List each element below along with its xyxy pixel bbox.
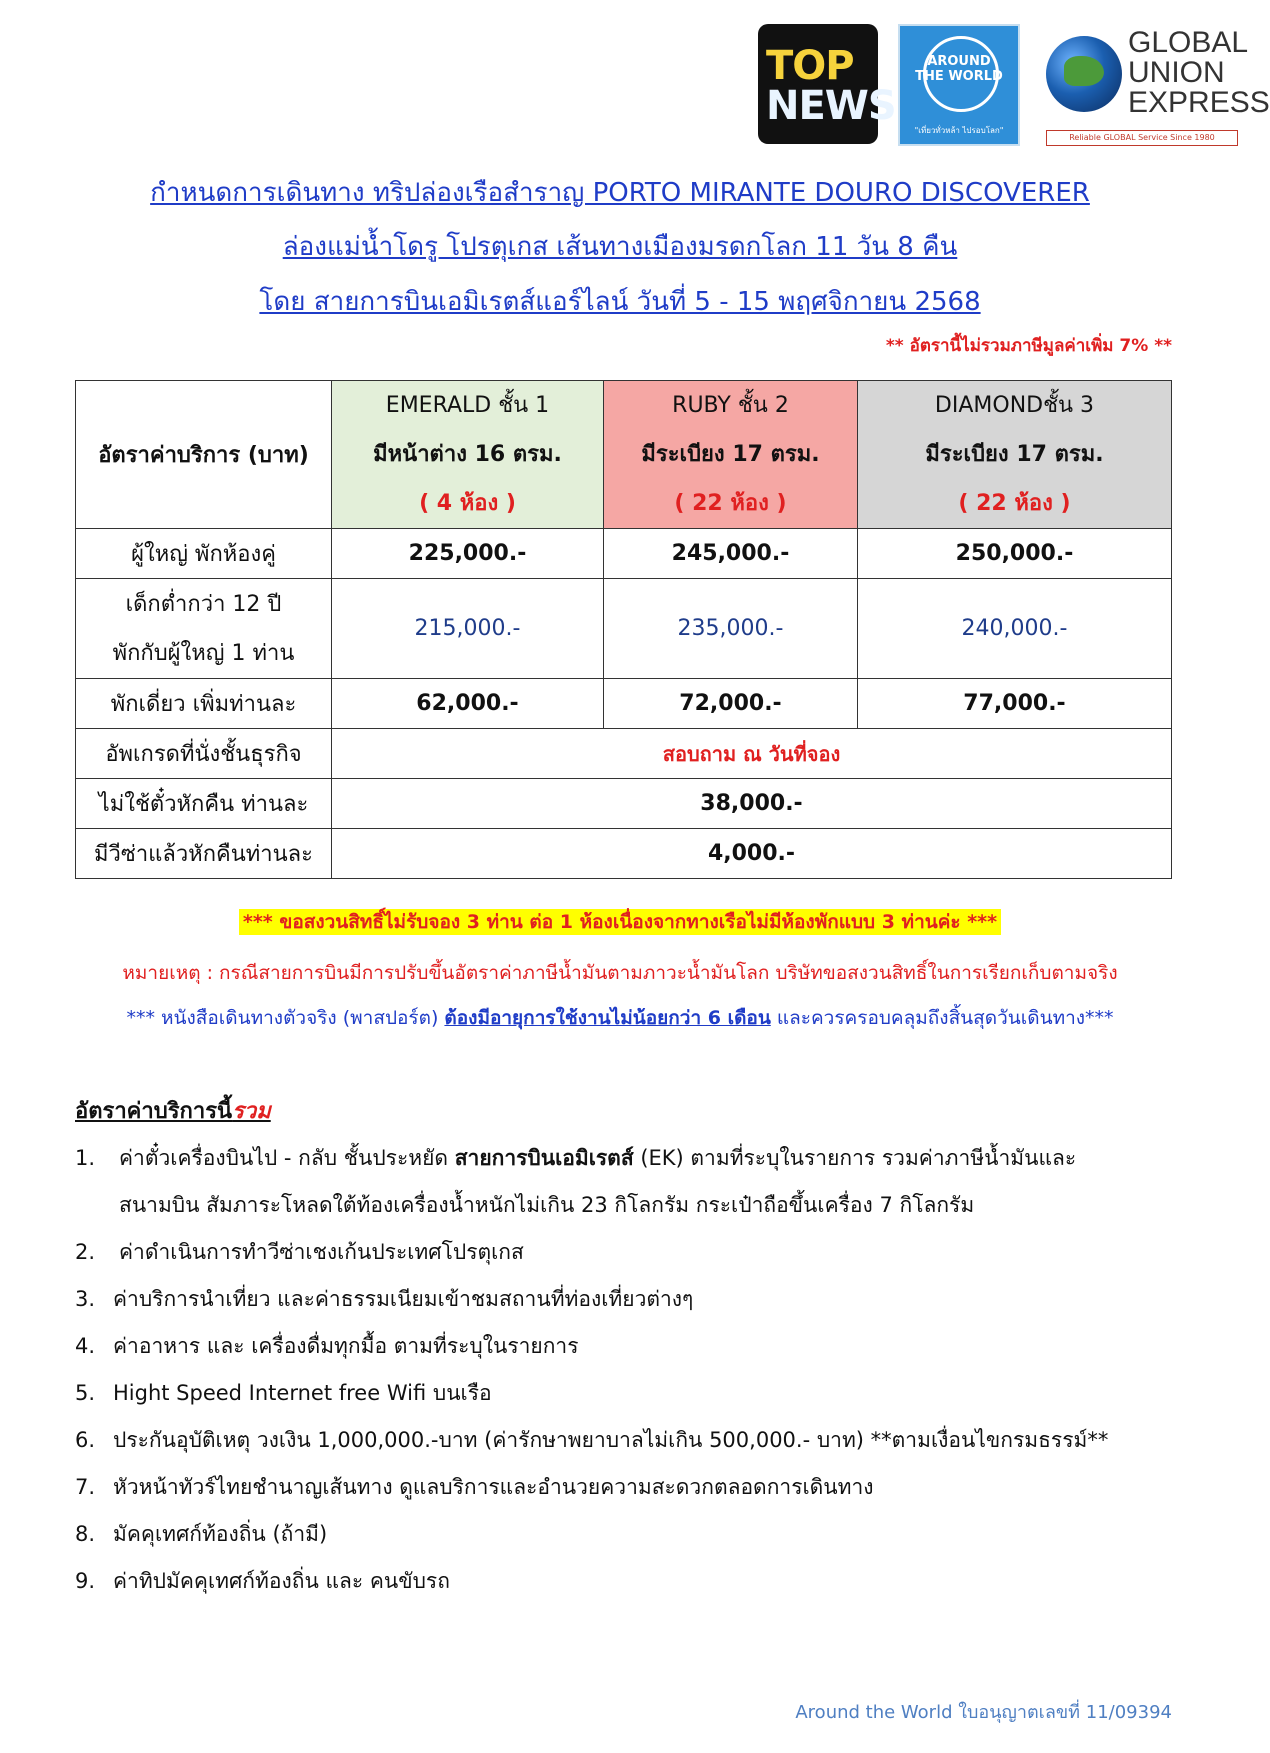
item-number: 5. [75, 1381, 96, 1405]
emerald-count: ( 4 ห้อง ) [419, 491, 516, 516]
diamond-header-cell [858, 381, 1172, 529]
passport-note-c: และควรครอบคลุมถึงสิ้นสุดวันเดินทาง*** [770, 1007, 1114, 1029]
list-item [75, 1276, 1175, 1323]
included-list [75, 1135, 1175, 1605]
title-line-2: ล่องแม่น้ำโดรู โปรตุเกส เส้นทางเมืองมรดกโลก 11 วัน 8 คืน [282, 232, 958, 262]
global-logo-text [1128, 28, 1270, 118]
row-label: ผู้ใหญ่ พักห้องคู่ [76, 529, 332, 579]
list-item [75, 1511, 1175, 1558]
global-logo-line1: GLOBAL [1128, 26, 1249, 59]
title-line-1: กำหนดการเดินทาง ทริปล่องเรือสำราญ PORTO MIRANTE DOURO DISCOVERER [150, 178, 1090, 208]
around-the-world-logo [898, 24, 1020, 146]
ruby-name: RUBY ชั้น 2 [672, 393, 789, 418]
item-text: Hight Speed Internet free Wifi บนเรือ [113, 1381, 492, 1405]
price-cell: 215,000.- [332, 579, 604, 679]
global-logo-tagline: Reliable GLOBAL Service Since 1980 [1046, 130, 1238, 146]
emerald-header-cell [332, 381, 604, 529]
row-label [76, 579, 332, 679]
item-text: มัคคุเทศก์ท้องถิ่น (ถ้ามี) [113, 1522, 328, 1546]
item-number: 3. [75, 1287, 96, 1311]
passport-note [0, 1003, 1240, 1033]
list-item [75, 1464, 1175, 1511]
topnews-logo-line1: TOP [766, 43, 854, 89]
price-cell: 235,000.- [604, 579, 858, 679]
row-label: อัพเกรดที่นั่งชั้นธุรกิจ [76, 729, 332, 779]
row-label: พักเดี่ยว เพิ่มท่านละ [76, 679, 332, 729]
diamond-name: DIAMONDชั้น 3 [934, 393, 1095, 418]
item-number: 8. [75, 1522, 96, 1546]
table-row-no-ticket [76, 779, 1172, 829]
list-item [75, 1323, 1175, 1370]
header-label-cell: อัตราค่าบริการ (บาท) [76, 381, 332, 529]
no-ticket-value: 38,000.- [332, 779, 1172, 829]
included-heading [75, 1093, 271, 1128]
footer-license: Around the World ใบอนุญาตเลขที่ 11/09394 [795, 1702, 1172, 1723]
around-logo-line2: THE WORLD [915, 69, 1003, 84]
list-item [75, 1229, 1175, 1276]
price-cell: 240,000.- [858, 579, 1172, 679]
global-union-express-logo [1046, 26, 1270, 142]
visa-value: 4,000.- [332, 829, 1172, 879]
reserve-note [0, 907, 1240, 937]
ruby-count: ( 22 ห้อง ) [674, 491, 787, 516]
around-logo-line1: AROUND [927, 54, 991, 69]
table-header-row [76, 381, 1172, 529]
list-item [75, 1370, 1175, 1417]
emerald-room: มีหน้าต่าง 16 ตรม. [373, 442, 562, 467]
item-text: ค่าดำเนินการทำวีซ่าเชงเก้นประเทศโปรตุเกส [119, 1240, 524, 1264]
row-label: มีวีซ่าแล้วหักคืนท่านละ [76, 829, 332, 879]
list-item [75, 1417, 1175, 1464]
table-row-upgrade [76, 729, 1172, 779]
included-heading-a: อัตราค่าบริการนี้ [75, 1099, 233, 1124]
item-text: ค่าอาหาร และ เครื่องดื่มทุกมื้อ ตามที่ระบุในรายการ [113, 1334, 579, 1358]
global-logo-line2: UNION [1128, 56, 1225, 89]
emerald-name: EMERALD ชั้น 1 [385, 393, 550, 418]
item-text: ค่าตั๋วเครื่องบินไป - กลับ ชั้นประหยัด [119, 1146, 455, 1170]
price-table [75, 380, 1172, 879]
globe-land-icon [1064, 56, 1104, 86]
row-label: ไม่ใช้ตั๋วหักคืน ท่านละ [76, 779, 332, 829]
header-logos [0, 22, 1270, 142]
diamond-count: ( 22 ห้อง ) [958, 491, 1071, 516]
diamond-room: มีระเบียง 17 ตรม. [925, 442, 1104, 467]
item-text-cont: สนามบิน สัมภาระโหลดใต้ท้องเครื่องน้ำหนักไม่เกิน 23 กิโลกรัม กระเป๋าถือขึ้นเครื่อง 7 กิโลกรัม [119, 1193, 975, 1217]
fuel-note: หมายเหตุ : กรณีสายการบินมีการปรับขึ้นอัตราค่าภาษีน้ำมันตามภาวะน้ำมันโลก บริษัทขอสงวนสิทธิ์ในการเรียกเก็บตามจริง [122, 962, 1118, 984]
table-row-visa [76, 829, 1172, 879]
item-text: ประกันอุบัติเหตุ วงเงิน 1,000,000.-บาท (ค่ารักษาพยาบาลไม่เกิน 500,000.- บาท) **ตามเงื่อนไขกรมธรรม์** [113, 1428, 1109, 1452]
item-text: ค่าทิปมัคคุเทศก์ท้องถิ่น และ คนขับรถ [113, 1569, 450, 1593]
price-cell: 62,000.- [332, 679, 604, 729]
item-number: 7. [75, 1475, 96, 1499]
table-row-adult [76, 529, 1172, 579]
price-cell: 72,000.- [604, 679, 858, 729]
price-cell: 77,000.- [858, 679, 1172, 729]
item-text: (EK) ตามที่ระบุในรายการ รวมค่าภาษีน้ำมันและ [633, 1146, 1077, 1170]
item-text: ค่าบริการนำเที่ยว และค่าธรรมเนียมเข้าชมสถานที่ท่องเที่ยวต่างๆ [113, 1287, 694, 1311]
item-number: 6. [75, 1428, 96, 1452]
vat-note: ** อัตรานี้ไม่รวมภาษีมูลค่าเพิ่ม 7% ** [885, 336, 1172, 356]
table-row-child [76, 579, 1172, 679]
passport-note-a: *** หนังสือเดินทางตัวจริง (พาสปอร์ต) [126, 1007, 445, 1029]
item-text-bold: สายการบินเอมิเรตส์ [454, 1146, 634, 1170]
around-logo-text [900, 54, 1018, 84]
table-row-single [76, 679, 1172, 729]
upgrade-value: สอบถาม ณ วันที่จอง [332, 729, 1172, 779]
around-logo-tagline: "เที่ยวทั่วหล้า ไปรอบโลก" [914, 126, 1004, 135]
title-line-3: โดย สายการบินเอมิเรตส์แอร์ไลน์ วันที่ 5 - 15 พฤศจิกายน 2568 [259, 287, 981, 317]
item-text: หัวหน้าทัวร์ไทยชำนาญเส้นทาง ดูแลบริการและอำนวยความสะดวกตลอดการเดินทาง [113, 1475, 874, 1499]
price-cell: 250,000.- [858, 529, 1172, 579]
reserve-note-text: *** ขอสงวนสิทธิ์ไม่รับจอง 3 ท่าน ต่อ 1 ห้องเนื่องจากทางเรือไม่มีห้องพักแบบ 3 ท่านค่ะ *** [239, 909, 1001, 935]
included-heading-b: รวม [232, 1099, 271, 1124]
ruby-room: มีระเบียง 17 ตรม. [641, 442, 820, 467]
ruby-header-cell [604, 381, 858, 529]
row-label-line1: เด็กต่ำกว่า 12 ปี [125, 591, 282, 617]
price-cell: 245,000.- [604, 529, 858, 579]
item-number: 2. [75, 1240, 96, 1264]
item-number: 9. [75, 1569, 96, 1593]
item-number: 1. [75, 1146, 96, 1170]
topnews-logo-line2: NEWS [766, 83, 896, 129]
list-item [75, 1558, 1175, 1605]
row-label-line2: พักกับผู้ใหญ่ 1 ท่าน [112, 640, 295, 666]
global-logo-line3: EXPRESS [1128, 86, 1270, 119]
item-number: 4. [75, 1334, 96, 1358]
topnews-logo [758, 24, 896, 144]
passport-note-b: ต้องมีอายุการใช้งานไม่น้อยกว่า 6 เดือน [444, 1007, 771, 1029]
price-cell: 225,000.- [332, 529, 604, 579]
list-item [75, 1135, 1175, 1229]
